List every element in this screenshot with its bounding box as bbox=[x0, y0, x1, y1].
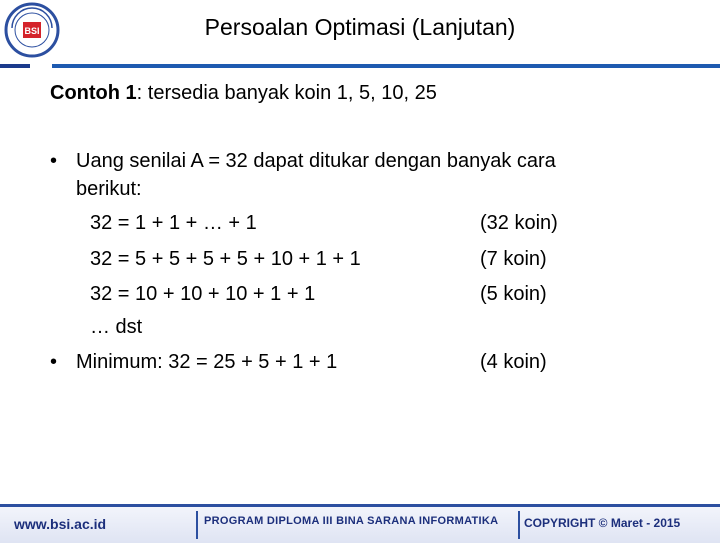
slide-footer bbox=[0, 504, 720, 543]
bullet-dot: • bbox=[50, 150, 58, 172]
coin-count-1: (32 koin) bbox=[480, 212, 558, 234]
logo-text: BSI bbox=[24, 26, 40, 36]
example-label: Contoh 1 bbox=[50, 82, 137, 104]
coin-count-3: (5 koin) bbox=[480, 283, 547, 305]
example-text: : tersedia banyak koin 1, 5, 10, 25 bbox=[136, 82, 437, 104]
footer-program: PROGRAM DIPLOMA III BINA SARANA INFORMATIKA bbox=[204, 515, 499, 527]
equation-row-3: 32 = 10 + 10 + 10 + 1 + 1 bbox=[90, 283, 316, 305]
equation-row-2: 32 = 5 + 5 + 5 + 5 + 10 + 1 + 1 bbox=[90, 248, 361, 270]
example-line bbox=[50, 82, 437, 105]
coin-count-2: (7 koin) bbox=[480, 248, 547, 270]
equation-row-1: 32 = 1 + 1 + … + 1 bbox=[90, 212, 257, 234]
bullet1-text: Uang senilai A = 32 dapat ditukar dengan banyak cara bbox=[76, 150, 556, 172]
etc-line: … dst bbox=[90, 316, 143, 338]
bullet1-continuation: berikut: bbox=[76, 178, 142, 200]
page-title: Persoalan Optimasi (Lanjutan) bbox=[204, 14, 516, 40]
footer-url: www.bsi.ac.id bbox=[14, 516, 107, 532]
minimum-count: (4 koin) bbox=[480, 351, 547, 373]
minimum-line: Minimum: 32 = 25 + 5 + 1 + 1 bbox=[76, 351, 338, 373]
footer-divider bbox=[518, 511, 520, 539]
footer-divider bbox=[196, 511, 198, 539]
footer-copyright: COPYRIGHT © Maret - 2015 bbox=[524, 516, 681, 530]
bullet-dot: • bbox=[50, 351, 58, 373]
